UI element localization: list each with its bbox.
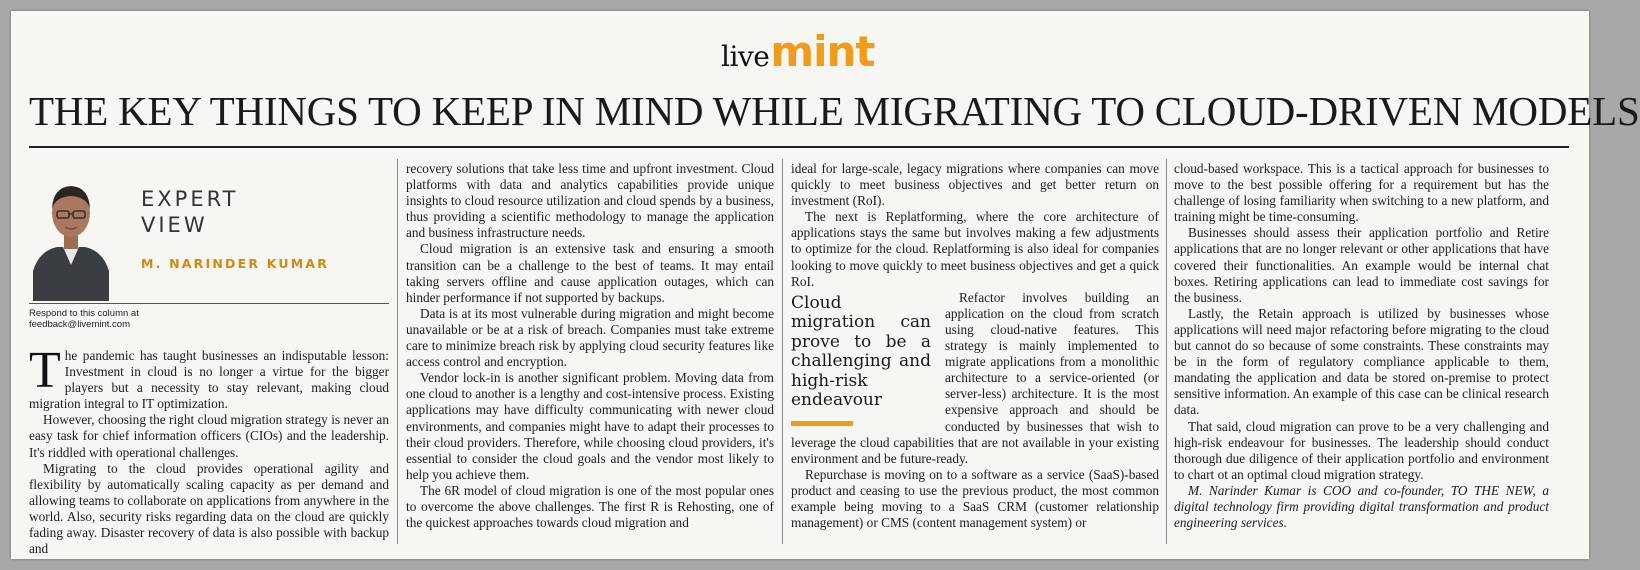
paragraph: Migrating to the cloud provides operational agility and flexibility by automatically scaling capacity as per demand and allowing teams to collaborate on applications from anywhere in the world. Also, security risks regarding data on the cloud are quickly fading away. Disaster recovery of data is also possible with backup and	[29, 460, 389, 557]
paragraph: Refactor involves building an application on the cloud from scratch using cloud-native features. This strategy is mainly implemented to migrate applications from a monolithic architecture to a service-oriented (or server-less) architecture. It is the most expensive approach and should be conducted by businesses that wish to leverage the cloud capabilities that are not available in your existing environment and be future-ready.	[791, 289, 1159, 466]
paragraph: That said, cloud migration can prove to be a very challenging and high-risk endeavour for businesses. The leadership should conduct thorough due diligence of their application portfolio and environment to chart ot an optimal cloud migration strategy.	[1174, 418, 1549, 482]
respond-note	[29, 308, 389, 330]
article-column-2	[406, 161, 774, 546]
paragraph: Lastly, the Retain approach is utilized by businesses whose applications will need major refactoring before migrating to the cloud but cannot do so because of some constraints. These constraints may be in the form of regulatory compliance applicable to them, mandating the application and data be stored on-premise to protect sensitive information. An example of this case can be clinical research data.	[1174, 305, 1549, 418]
paragraph: cloud-based workspace. This is a tactical approach for businesses to move to the best possible offering for a requirement but has the challenge of losing familiarity when switching to a new platform, and training might be time-consuming.	[1174, 161, 1549, 225]
paragraph: recovery solutions that take less time and upfront investment. Cloud platforms with data and analytics capabilities provide unique insights to cloud resource utilization and cloud spends by a business, thus providing a scientific methodology to manage the application and business infrastructure needs.	[406, 161, 774, 241]
paragraph: Data is at its most vulnerable during migration and might become unavailable or be at a risk of breach. Companies must take extreme care to minimize breach risk by applying cloud security features like access control and encryption.	[406, 305, 774, 370]
author-name: M. NARINDER KUMAR	[141, 256, 330, 271]
paragraph: However, choosing the right cloud migration strategy is never an easy task for chief information officers (CIOs) and the leadership. It's riddled with operational challenges.	[29, 412, 389, 460]
pull-quote-box	[791, 294, 931, 426]
article-column-3	[791, 161, 1159, 546]
paragraph: Businesses should assess their application portfolio and Retire applications that are no longer relevant or other applications that have covered their functionalities. An example would be internal chat boxes. Retiring applications can lead to immediate cost savings for the business.	[1174, 225, 1549, 305]
paragraph: The 6R model of cloud migration is one of the most popular ones to overcome the above challenges. The first R is Rehosting, one of the quickest approaches towards cloud migration and	[406, 482, 774, 531]
masthead-live: live	[721, 40, 770, 73]
pull-quote: Cloud migration can prove to be a challenging and high-risk endeavour	[791, 292, 931, 411]
column-divider	[397, 159, 398, 544]
article-column-4	[1174, 161, 1549, 546]
view-label: VIEW	[141, 213, 208, 237]
column-divider	[1166, 159, 1167, 544]
author-bio: M. Narinder Kumar is COO and co-founder, TO THE NEW, a digital technology firm providing digital transformation and product engineering services.	[1174, 482, 1549, 531]
newspaper-clipping	[11, 11, 1640, 559]
drop-cap: T	[29, 342, 61, 399]
pull-quote-accent-bar	[791, 421, 853, 426]
paragraph	[29, 342, 389, 412]
masthead-mint: mint	[770, 27, 875, 76]
headline-rule	[29, 146, 1569, 148]
paragraph: ideal for large-scale, legacy migrations where companies can move quickly to meet business objectives and get better return on investment (RoI).	[791, 161, 1159, 209]
author-rule	[29, 303, 389, 304]
paragraph: Vendor lock-in is another significant problem. Moving data from one cloud to another is a lengthy and cost-intensive process. Existing applications may have difficulty communicating with newer cloud environments, and companies might have to adapt their processes to their cloud providers. Therefore, while choosing cloud providers, it's essential to consider the cloud goals and the vendor most likely to help you achieve them.	[406, 370, 774, 482]
column-divider	[782, 159, 783, 544]
paragraph: The next is Replatforming, where the core architecture of applications stays the same but involves making a few adjustments to optimize for the cloud. Replatforming is also ideal for companies looking to move quickly to meet business objectives and get a quick RoI.	[791, 209, 1159, 289]
expert-label: EXPERT	[141, 187, 239, 211]
masthead-logo	[721, 27, 874, 75]
article-column-1	[29, 161, 389, 557]
author-portrait	[33, 167, 109, 301]
expert-view-box	[29, 161, 389, 301]
respond-text: Respond to this column at	[29, 308, 139, 319]
paragraph: Repurchase is moving on to a software as a service (SaaS)-based product and ceasing to use the previous product, the most common example being moving to a SaaS CRM (customer relationship management) or CMS (content management system) or	[791, 466, 1159, 531]
paragraph-text: he pandemic has taught businesses an indisputable lesson: Investment in cloud is no longer a virtue for the bigger players but a necessity to stay relevant, making cloud migration integral to IT optimization.	[29, 348, 389, 412]
feedback-email: feedback@livemint.com	[29, 319, 130, 330]
paragraph: Cloud migration is an extensive task and ensuring a smooth transition can be a challenge to the best of teams. It may entail taking servers offline and cause application outages, which can hinder performance if not supported by backups.	[406, 241, 774, 305]
article-headline: THE KEY THINGS TO KEEP IN MIND WHILE MIGRATING TO CLOUD-DRIVEN MODELS	[29, 88, 1640, 134]
